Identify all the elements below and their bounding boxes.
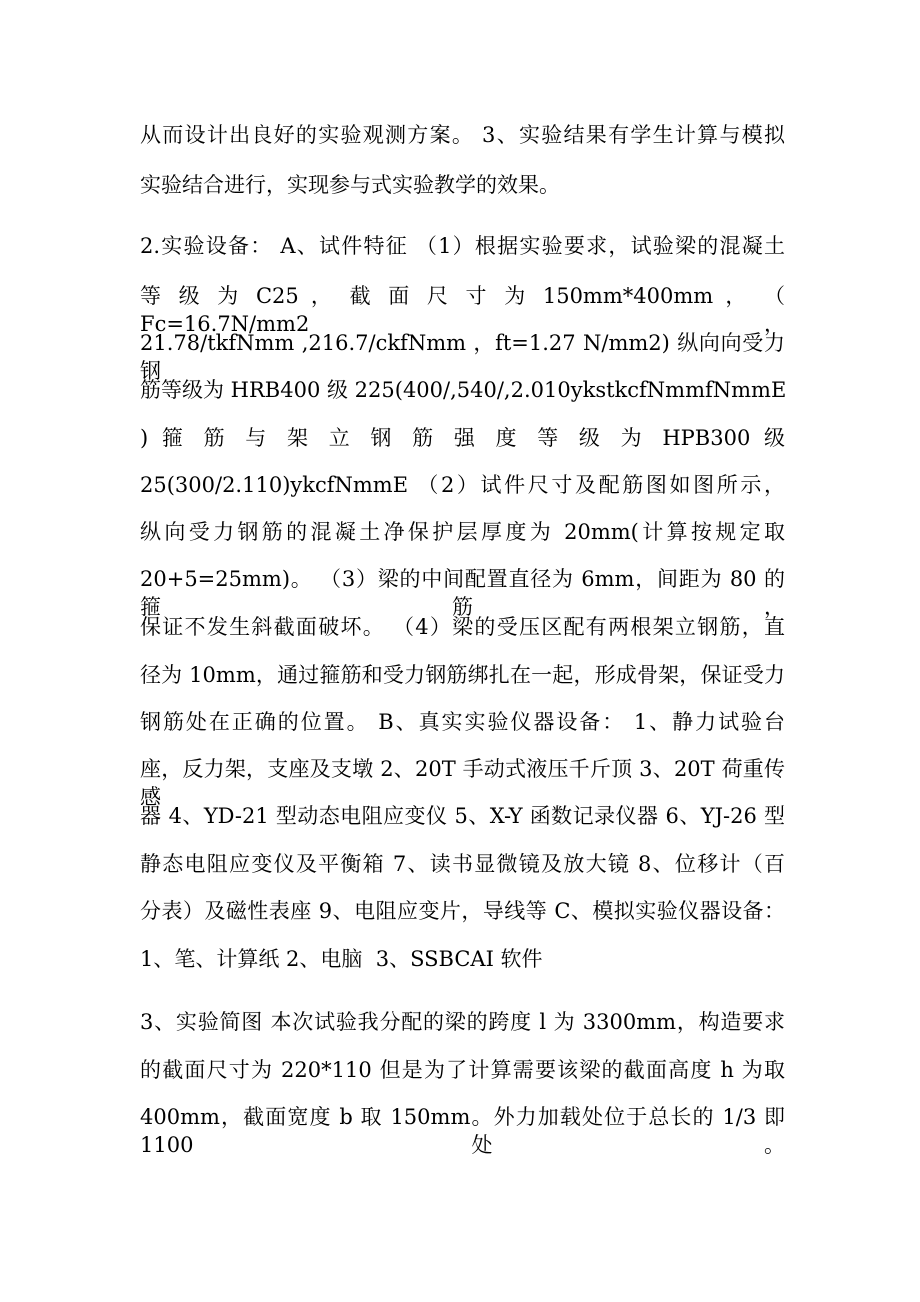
paragraph-3-line-2: 的截面尺寸为 220*110 但是为了计算需要该梁的截面高度 h 为取 xyxy=(140,1058,785,1082)
paragraph-3-line-1: 3、实验简图 本次试验我分配的梁的跨度 l 为 3300mm，构造要求 xyxy=(140,1010,785,1034)
paragraph-2-line-15: 分表）及磁性表座 9、电阻应变片，导线等 C、模拟实验仪器设备： xyxy=(140,899,785,923)
paragraph-1-line-1: 从而设计出良好的实验观测方案。 3、实验结果有学生计算与模拟 xyxy=(140,123,785,147)
paragraph-2-line-14: 静态电阻应变仪及平衡箱 7、读书显微镜及放大镜 8、位移计（百 xyxy=(140,852,785,876)
paragraph-2-line-7: 纵向受力钢筋的混凝土净保护层厚度为 20mm(计算按规定取 xyxy=(140,520,785,544)
paragraph-2-line-1: 2.实验设备： A、试件特征 （1）根据实验要求，试验梁的混凝土 xyxy=(140,234,785,258)
paragraph-3-line-3: 400mm，截面宽度 b 取 150mm。外力加载处位于总长的 1/3 即 1100 处。 xyxy=(140,1105,785,1157)
paragraph-2-line-9: 保证不发生斜截面破坏。 （4）梁的受压区配有两根架立钢筋，直 xyxy=(140,615,785,639)
paragraph-2-line-6: 25(300/2.110)ykcfNmmE （2）试件尺寸及配筋图如图所示， xyxy=(140,473,785,497)
paragraph-2-line-11: 钢筋处在正确的位置。 B、真实实验仪器设备： 1、静力试验台 xyxy=(140,710,785,734)
paragraph-2-line-2: 等 级 为 C25 ， 截 面 尺 寸 为 150mm*400mm ， （ Fc=16.7N/mm2 ， xyxy=(140,284,785,336)
paragraph-2-line-16: 1、笔、计算纸 2、电脑 3、SSBCAI 软件 xyxy=(140,947,543,971)
paragraph-2-line-4: 筋等级为 HRB400 级 225(400/,540/,2.010ykstkcfNmmfNmmE xyxy=(140,378,787,402)
paragraph-2-line-10: 径为 10mm，通过箍筋和受力钢筋绑扎在一起，形成骨架，保证受力 xyxy=(140,663,785,687)
paragraph-2-line-13: 器 4、YD-21 型动态电阻应变仪 5、X-Y 函数记录仪器 6、YJ-26 型 xyxy=(140,804,785,828)
paragraph-2-line-8: 20+5=25mm)。 （3）梁的中间配置直径为 6mm，间距为 80 的箍筋， xyxy=(140,567,785,619)
paragraph-2-line-5: ) 箍 筋 与 架 立 钢 筋 强 度 等 级 为 HPB300 级 xyxy=(140,426,785,450)
paragraph-2-line-12: 座，反力架，支座及支墩 2、20T 手动式液压千斤顶 3、20T 荷重传感 xyxy=(140,757,785,809)
paragraph-2-line-3: 21.78/tkfNmm ,216.7/ckfNmm ，ft=1.27 N/mm2) 纵向向受力钢 xyxy=(140,331,785,383)
paragraph-1-line-2: 实验结合进行，实现参与式实验教学的效果。 xyxy=(140,173,560,197)
